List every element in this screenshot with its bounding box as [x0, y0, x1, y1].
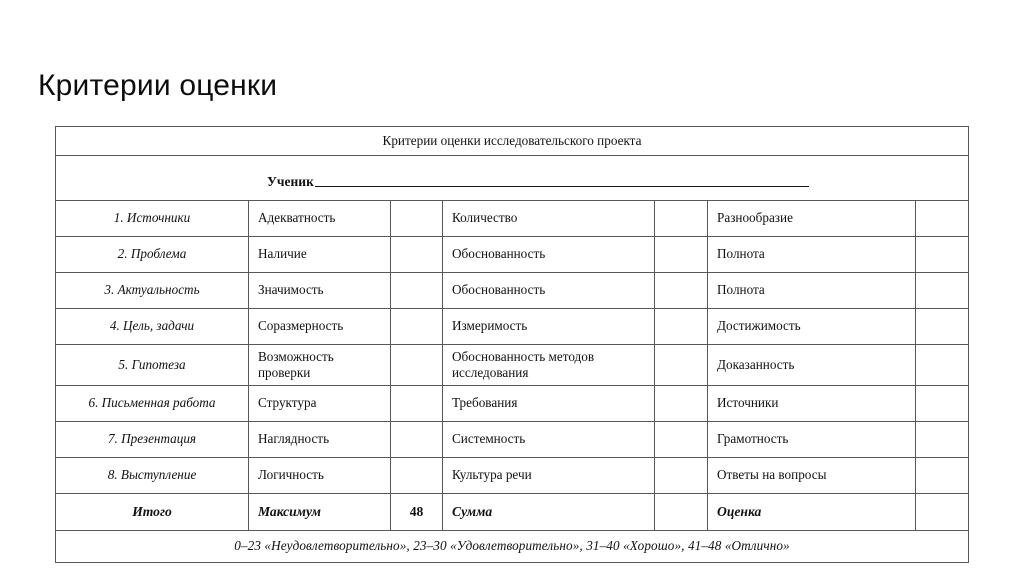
score-cell[interactable]: [391, 237, 443, 273]
score-cell[interactable]: [655, 458, 708, 494]
grading-scale-row: [56, 531, 969, 563]
criterion-cell: 2. Проблема: [56, 237, 249, 273]
parameter-cell: Адекватность: [249, 201, 391, 237]
parameter-cell: Источники: [708, 386, 916, 422]
parameter-cell: Требования: [443, 386, 655, 422]
criteria-table: [55, 126, 969, 563]
parameter-cell: Соразмерность: [249, 309, 391, 345]
table-title: Критерии оценки исследовательского проекта: [56, 127, 969, 156]
parameter-cell: Возможность проверки: [249, 345, 391, 386]
table-title-row: [56, 127, 969, 156]
student-row: [56, 156, 969, 201]
score-cell[interactable]: [655, 237, 708, 273]
score-cell[interactable]: [916, 422, 969, 458]
score-cell[interactable]: [655, 345, 708, 386]
total-mark-value[interactable]: [916, 494, 969, 531]
parameter-cell: Обоснованность: [443, 237, 655, 273]
parameter-cell: Обоснованность методов исследования: [443, 345, 655, 386]
criterion-cell: 5. Гипотеза: [56, 345, 249, 386]
score-cell[interactable]: [655, 201, 708, 237]
score-cell[interactable]: [391, 386, 443, 422]
parameter-cell: Полнота: [708, 273, 916, 309]
table-row: [56, 273, 969, 309]
parameter-cell: Системность: [443, 422, 655, 458]
score-cell[interactable]: [916, 237, 969, 273]
score-cell[interactable]: [391, 458, 443, 494]
score-cell[interactable]: [916, 273, 969, 309]
total-maximum-value: 48: [391, 494, 443, 531]
total-mark-label: Оценка: [708, 494, 916, 531]
criterion-cell: 1. Источники: [56, 201, 249, 237]
score-cell[interactable]: [916, 309, 969, 345]
total-sum-label: Сумма: [443, 494, 655, 531]
parameter-cell: Достижимость: [708, 309, 916, 345]
table-row: [56, 237, 969, 273]
score-cell[interactable]: [655, 386, 708, 422]
parameter-cell: Измеримость: [443, 309, 655, 345]
table-row: [56, 309, 969, 345]
table-row: [56, 386, 969, 422]
criterion-cell: 7. Презентация: [56, 422, 249, 458]
parameter-cell: Значимость: [249, 273, 391, 309]
score-cell[interactable]: [391, 309, 443, 345]
total-label: Итого: [56, 494, 249, 531]
page-title: Критерии оценки: [38, 69, 278, 102]
total-row: [56, 494, 969, 531]
total-sum-value[interactable]: [655, 494, 708, 531]
score-cell[interactable]: [391, 345, 443, 386]
table-row: [56, 345, 969, 386]
parameter-cell: Разнообразие: [708, 201, 916, 237]
parameter-cell: Логичность: [249, 458, 391, 494]
parameter-cell: Полнота: [708, 237, 916, 273]
score-cell[interactable]: [916, 458, 969, 494]
parameter-cell: Обоснованность: [443, 273, 655, 309]
criterion-cell: 6. Письменная работа: [56, 386, 249, 422]
parameter-cell: Наличие: [249, 237, 391, 273]
table-row: [56, 422, 969, 458]
total-maximum-label: Максимум: [249, 494, 391, 531]
score-cell[interactable]: [391, 201, 443, 237]
score-cell[interactable]: [655, 422, 708, 458]
parameter-cell: Количество: [443, 201, 655, 237]
score-cell[interactable]: [391, 273, 443, 309]
score-cell[interactable]: [655, 273, 708, 309]
parameter-cell: Доказанность: [708, 345, 916, 386]
score-cell[interactable]: [916, 345, 969, 386]
score-cell[interactable]: [916, 386, 969, 422]
student-cell: [56, 156, 969, 201]
table-row: [56, 201, 969, 237]
table-row: [56, 458, 969, 494]
parameter-cell: Ответы на вопросы: [708, 458, 916, 494]
parameter-cell: Наглядность: [249, 422, 391, 458]
parameter-cell: Культура речи: [443, 458, 655, 494]
score-cell[interactable]: [391, 422, 443, 458]
parameter-cell: Грамотность: [708, 422, 916, 458]
grading-scale-text: 0–23 «Неудовлетворительно», 23–30 «Удовлетворительно», 31–40 «Хорошо», 41–48 «Отлично»: [56, 531, 969, 563]
criteria-table-wrapper: [55, 126, 968, 563]
score-cell[interactable]: [916, 201, 969, 237]
criterion-cell: 3. Актуальность: [56, 273, 249, 309]
student-name-input[interactable]: [315, 185, 809, 187]
criterion-cell: 8. Выступление: [56, 458, 249, 494]
score-cell[interactable]: [655, 309, 708, 345]
criterion-cell: 4. Цель, задачи: [56, 309, 249, 345]
parameter-cell: Структура: [249, 386, 391, 422]
student-label: Ученик: [267, 173, 314, 189]
